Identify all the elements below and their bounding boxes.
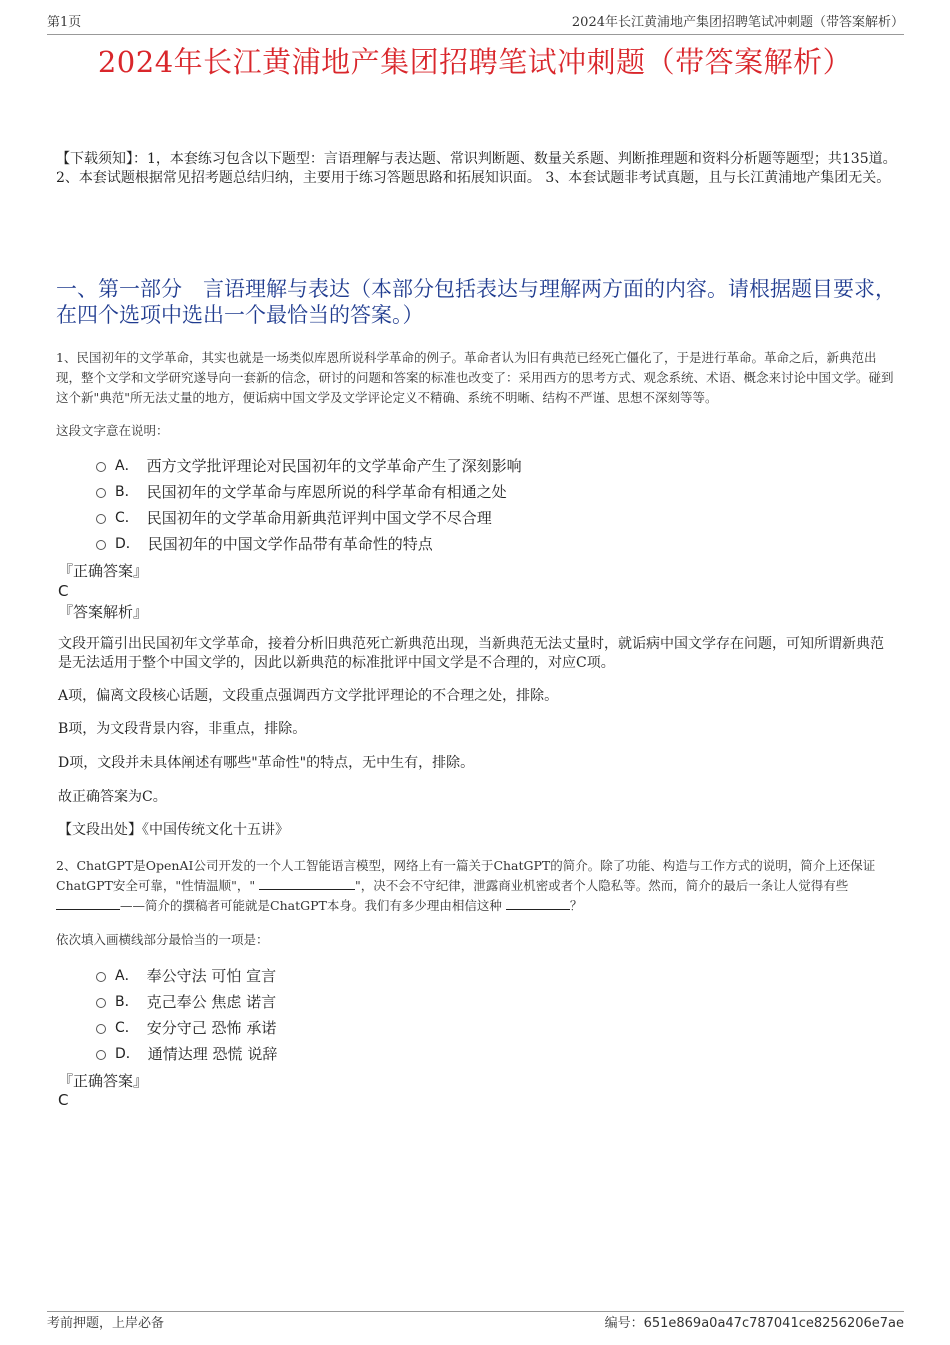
- option-letter: B．: [115, 994, 139, 1010]
- question-1-options: [96, 452, 522, 556]
- option-letter: D．: [115, 536, 140, 552]
- fill-blank[interactable]: [259, 877, 355, 890]
- radio-icon[interactable]: [96, 540, 106, 550]
- radio-icon[interactable]: [96, 1050, 106, 1060]
- option-letter: A．: [115, 968, 139, 984]
- question-2-option-c[interactable]: [96, 1014, 277, 1040]
- option-letter: B．: [115, 484, 139, 500]
- option-letter: D．: [115, 1046, 140, 1062]
- radio-icon[interactable]: [96, 972, 106, 982]
- option-text: 民国初年的文学革命与库恩所说的科学革命有相通之处: [146, 482, 507, 501]
- question-1-text: 1、民国初年的文学革命，其实也就是一场类似库恩所说科学革命的例子。革命者认为旧有典范已经死亡僵化了，于是进行革命。革命之后，新典范出现，整个文学和文学研究遂导向一套新的信念，研讨的问题和答案的标准也改变了：采用西方的思考方式、观念系统、术语、概念来讨论中国文学。碰到这个新"典范"所无法丈量的地方，便诟病中国文学及文学评论定义不精确、系统不明晰、结构不严谨、思想不深刻等等。: [56, 350, 894, 405]
- question-1-answer-label: 『正确答案』: [58, 562, 149, 580]
- option-text: 奉公守法 可怕 宣言: [146, 966, 277, 985]
- question-1-answer: C: [58, 582, 69, 600]
- question-1-option-a[interactable]: [96, 452, 522, 478]
- question-2-option-b[interactable]: [96, 988, 277, 1014]
- question-2-text-part: ——简介的撰稿者可能就是ChatGPT本身。我们有多少理由相信这种: [120, 898, 506, 913]
- page-footer: [47, 1311, 904, 1332]
- question-1-analysis-label: 『答案解析』: [58, 603, 149, 621]
- footer-slogan: 考前押题，上岸必备: [47, 1316, 165, 1331]
- option-text: 民国初年的中国文学作品带有革命性的特点: [147, 534, 433, 553]
- radio-icon[interactable]: [96, 488, 106, 498]
- option-text: 西方文学批评理论对民国初年的文学革命产生了深刻影响: [146, 456, 522, 475]
- option-text: 克己奉公 焦虑 诺言: [146, 992, 277, 1011]
- footer-code-value: 651e869a0a47c787041ce8256206e7ae: [643, 1316, 904, 1331]
- option-letter: A．: [115, 458, 139, 474]
- option-letter: C．: [115, 510, 139, 526]
- radio-icon[interactable]: [96, 514, 106, 524]
- question-2-text-part: ？: [569, 898, 583, 913]
- question-2-answer: C: [58, 1091, 69, 1109]
- page-title: 2024年长江黄浦地产集团招聘笔试冲刺题（带答案解析）: [97, 45, 853, 79]
- option-text: 民国初年的文学革命用新典范评判中国文学不尽合理: [146, 508, 492, 527]
- question-1-option-b[interactable]: [96, 478, 522, 504]
- fill-blank[interactable]: [506, 897, 570, 910]
- source-citation: 【文段出处】《中国传统文化十五讲》: [58, 822, 289, 838]
- radio-icon[interactable]: [96, 1024, 106, 1034]
- radio-icon[interactable]: [96, 998, 106, 1008]
- question-2-text-part: 2、ChatGPT是OpenAI公司开发的一个人工智能语言模型，网络上有一篇关于ChatGPT的简介。除了功能、构造与工作方式的说明，简介上还保证ChatGPT安全可靠，"性情温顺"，": [56, 858, 876, 893]
- question-2-option-a[interactable]: [96, 962, 277, 988]
- section-title: 一、第一部分 言语理解与表达（本部分包括表达与理解两方面的内容。请根据题目要求，在四个选项中选出一个最恰当的答案。）: [56, 277, 896, 327]
- question-1-option-d[interactable]: [96, 530, 522, 556]
- download-notice: 【下载须知】：1，本套练习包含以下题型：言语理解与表达题、常识判断题、数量关系题、判断推理题和资料分析题等题型；共135道。 2、本套试题根据常见招考题总结归纳，主要用于练习答题思路和拓展知识面。 3、本套试题非考试真题，且与长江黄浦地产集团无关。: [56, 151, 897, 186]
- page-header: [47, 14, 904, 35]
- footer-code: [605, 1315, 904, 1333]
- analysis-paragraph: A项，偏离文段核心话题，文段重点强调西方文学批评理论的不合理之处，排除。: [58, 688, 559, 704]
- radio-icon[interactable]: [96, 462, 106, 472]
- page-number: 第1页: [47, 15, 82, 30]
- option-text: 安分守己 恐怖 承诺: [146, 1018, 277, 1037]
- question-2-options: [96, 962, 277, 1066]
- analysis-paragraph: D项，文段并未具体阐述有哪些"革命性"的特点，无中生有，排除。: [58, 755, 475, 771]
- question-2-text-part: "，决不会不守纪律，泄露商业机密或者个人隐私等。然而，简介的最后一条让人觉得有些: [355, 878, 849, 893]
- question-2-answer-label: 『正确答案』: [58, 1072, 149, 1090]
- analysis-paragraph: 故正确答案为C。: [58, 789, 167, 805]
- analysis-paragraph: B项，为文段背景内容，非重点，排除。: [58, 721, 307, 737]
- option-letter: C．: [115, 1020, 139, 1036]
- option-text: 通情达理 恐慌 说辞: [147, 1044, 278, 1063]
- question-2-option-d[interactable]: [96, 1040, 277, 1066]
- question-1-option-c[interactable]: [96, 504, 522, 530]
- footer-code-label: 编号：: [604, 1316, 644, 1331]
- analysis-paragraph: 文段开篇引出民国初年文学革命，接着分析旧典范死亡新典范出现，当新典范无法丈量时，就诟病中国文学存在问题，可知所谓新典范是无法适用于整个中国文学的，因此以新典范的标准批评中国文学是不合理的，对应C项。: [58, 636, 884, 671]
- header-doc-title: 2024年长江黄浦地产集团招聘笔试冲刺题（带答案解析）: [571, 15, 904, 30]
- question-2-prompt: 依次填入画横线部分最恰当的一项是：: [56, 932, 269, 947]
- question-1-prompt: 这段文字意在说明：: [56, 423, 169, 438]
- question-2-text: [56, 856, 898, 916]
- fill-blank[interactable]: [56, 897, 120, 910]
